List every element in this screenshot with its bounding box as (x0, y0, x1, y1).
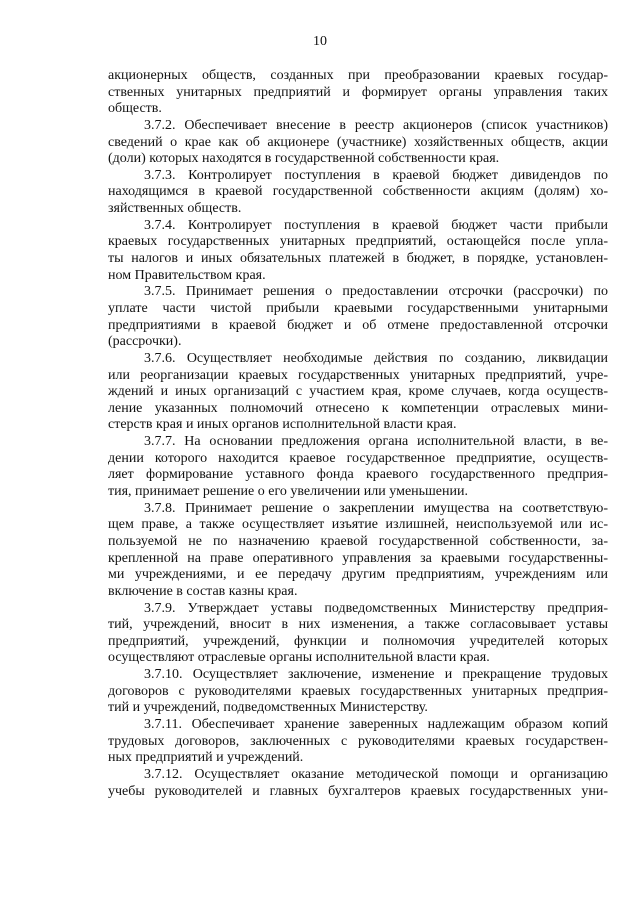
text-line: предприятий, учреждений, функции и полномочия учредителей которых (108, 633, 608, 649)
text-line: тий, учреждений, вносит в них изменения, а также согласовывает уставы (108, 617, 608, 633)
text-line: 3.7.10. Осуществляет заключение, изменение и прекращение трудовых (144, 667, 608, 683)
text-line: ственных унитарных предприятий и формирует органы управления таких (108, 84, 608, 100)
text-line: находящимся в краевой государственной собственности акциям (долям) хо- (108, 184, 608, 200)
text-line: (доли) которых находятся в государственной собственности края. (108, 151, 500, 167)
text-line: осуществляют отраслевые органы исполнительной власти края. (108, 650, 490, 666)
text-line: 3.7.3. Контролирует поступления в краевой бюджет дивидендов по (144, 167, 608, 183)
text-line: ных предприятий и учреждений. (108, 750, 304, 766)
text-line: учебы руководителей и главных бухгалтеров краевых государственных уни- (108, 783, 608, 799)
text-line: ном Правительством края. (108, 267, 266, 283)
body-text (108, 68, 608, 800)
text-line: стерств края и иных органов исполнительной власти края. (108, 417, 457, 433)
text-line: ми учреждениями, и ее передачу другим предприятиям, учреждениям или (108, 567, 608, 583)
text-line: краевых государственных унитарных предприятий, остающейся после упла- (108, 234, 608, 250)
text-line: зяйственных обществ. (108, 201, 242, 217)
text-line: 3.7.2. Обеспечивает внесение в реестр акционеров (список участников) (144, 117, 608, 133)
text-line: 3.7.4. Контролирует поступления в краевой бюджет части прибыли (144, 217, 608, 233)
text-line: ляет формирование уставного фонда краевого государственного предприя- (108, 467, 608, 483)
text-line: обществ. (108, 101, 162, 117)
text-line: трудовых договоров, заключенных с руководителями краевых государствен- (108, 733, 608, 749)
text-line: договоров с руководителями краевых государственных унитарных предприя- (108, 683, 608, 699)
text-line: пользуемой не по назначению краевой государственной собственности, за- (108, 533, 608, 549)
text-line: ты налогов и иных обязательных платежей в бюджет, в порядке, установлен- (108, 251, 608, 267)
text-line: акционерных обществ, созданных при преобразовании краевых государ- (108, 68, 608, 83)
text-line: 3.7.12. Осуществляет оказание методической помощи и организацию (144, 766, 608, 782)
text-line: тий и учреждений, подведомственных Министерству. (108, 700, 428, 716)
text-line: ление указанных полномочий отнесено к компетенции отраслевых мини- (108, 400, 608, 416)
text-line: (рассрочки). (108, 334, 182, 350)
text-line: тия, принимает решение о его увеличении или уменьшении. (108, 484, 469, 500)
text-line: дении которого находится краевое государственное предприятие, осуществ- (108, 450, 608, 466)
text-line: 3.7.9. Утверждает уставы подведомственных Министерству предприя- (144, 600, 608, 616)
text-line: 3.7.11. Обеспечивает хранение заверенных надлежащим образом копий (144, 716, 608, 732)
text-line: или реорганизации краевых государственных унитарных предприятий, учре- (108, 367, 608, 383)
page-number: 10 (313, 34, 327, 49)
text-line: ждений и иных организаций с участием края, кроме случаев, когда осуществ- (108, 384, 608, 400)
text-line: 3.7.7. На основании предложения органа исполнительной власти, в ве- (144, 434, 608, 450)
text-line: включение в состав казны края. (108, 583, 298, 599)
text-line: 3.7.8. Принимает решение о закреплении имущества на соответствую- (144, 500, 608, 516)
text-line: 3.7.6. Осуществляет необходимые действия по созданию, ликвидации (144, 350, 608, 366)
text-line: щем праве, а также осуществляет изъятие излишней, неиспользуемой или ис- (108, 517, 608, 533)
text-line: предприятиями в краевой бюджет и об отмене предоставленной отсрочки (108, 317, 608, 333)
text-line: сведений о крае как об акционере (участнике) хозяйственных обществ, акции (108, 134, 608, 150)
text-line: крепленной на праве оперативного управления за краевыми государственны- (108, 550, 608, 566)
text-line: уплате части чистой прибыли краевыми государственными унитарными (108, 300, 608, 316)
text-line: 3.7.5. Принимает решения о предоставлении отсрочки (рассрочки) по (144, 284, 608, 300)
